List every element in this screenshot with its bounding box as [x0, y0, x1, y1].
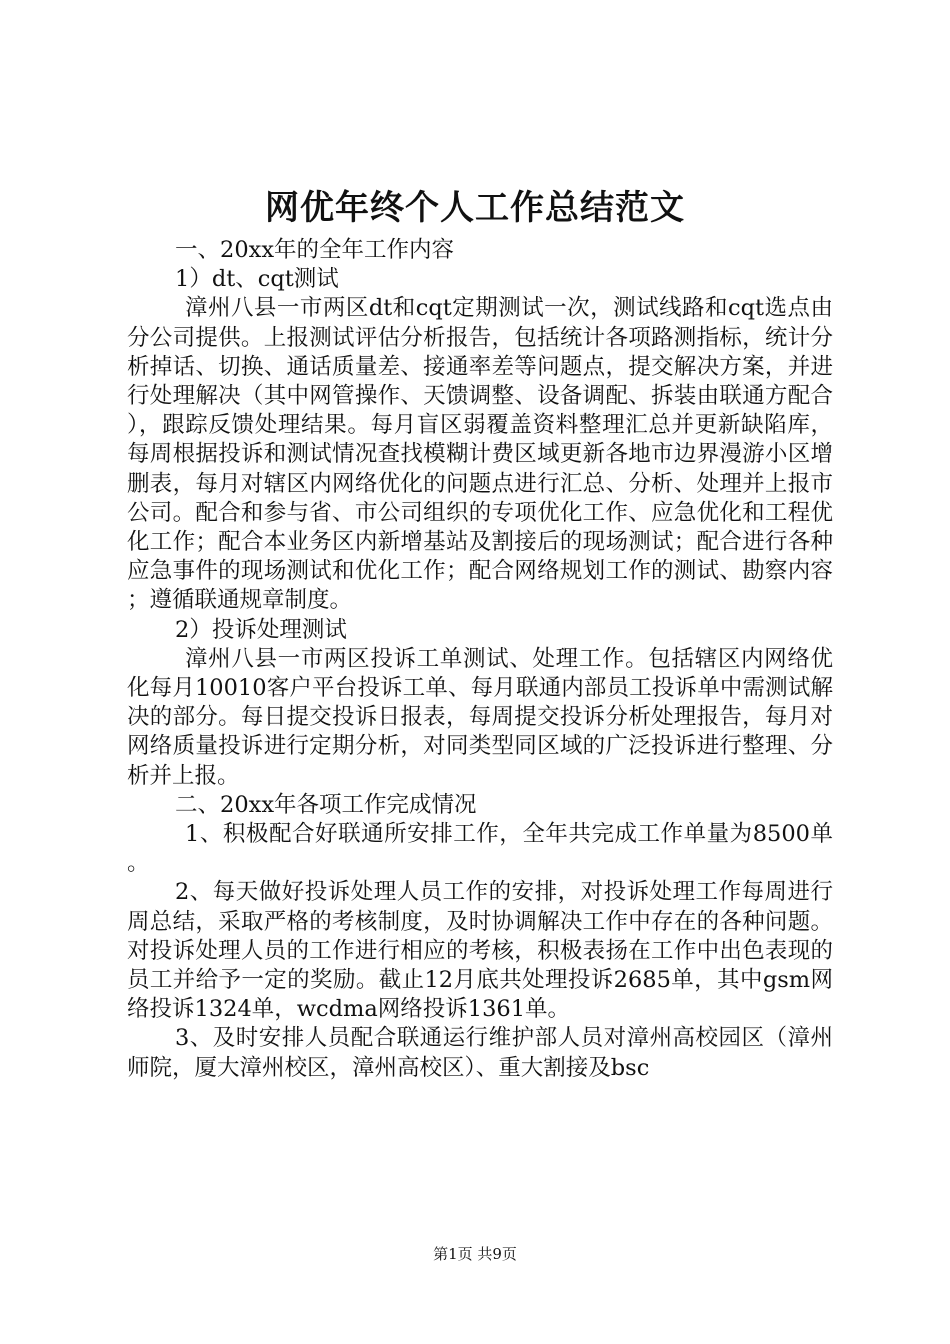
paragraph-item-1: 1、积极配合好联通所安排工作，全年共完成工作单量为8500单。 — [127, 821, 833, 877]
document-body — [127, 236, 833, 1083]
paragraph-complaint-testing: 漳州八县一市两区投诉工单测试、处理工作。包括辖区内网络优化每月10010客户平台投诉工单、每月联通内部员工投诉单中需测试解决的部分。每日提交投诉日报表，每周提交投诉分析处理报告，每月对网络质量投诉进行定期分析，对同类型同区域的广泛投诉进行整理、分析并上报。 — [127, 645, 833, 789]
paragraph-item-2: 2、每天做好投诉处理人员工作的安排，对投诉处理工作每周进行周总结，采取严格的考核制度，及时协调解决工作中存在的各种问题。对投诉处理人员的工作进行相应的考核，积极表扬在工作中出色表现的员工并给予一定的奖励。截止12月底共处理投诉2685单，其中gsm网络投诉1324单，wcdma网络投诉1361单。 — [127, 879, 833, 1023]
subsection-heading-dt-cqt: 1）dt、cqt测试 — [175, 266, 339, 293]
paragraph-item-3: 3、及时安排人员配合联通运行维护部人员对漳州高校园区（漳州师院，厦大漳州校区，漳州高校区）、重大割接及bsc — [127, 1025, 833, 1081]
paragraph-dt-cqt-testing: 漳州八县一市两区dt和cqt定期测试一次，测试线路和cqt选点由分公司提供。上报测试评估分析报告，包括统计各项路测指标，统计分析掉话、切换、通话质量差、接通率差等问题点，提交解决方案，并进行处理解决（其中网管操作、天馈调整、设备调配、拆装由联通方配合），跟踪反馈处理结果。每月盲区弱覆盖资料整理汇总并更新缺陷库，每周根据投诉和测试情况查找模糊计费区域更新各地市边界漫游小区增删表，每月对辖区内网络优化的问题点进行汇总、分析、处理并上报市公司。配合和参与省、市公司组织的专项优化工作、应急优化和工程优化工作；配合本业务区内新增基站及割接后的现场测试；配合进行各种应急事件的现场测试和优化工作；配合网络规划工作的测试、勘察内容；遵循联通规章制度。 — [127, 295, 833, 614]
document-title: 网优年终个人工作总结范文 — [265, 188, 685, 228]
section-heading-1: 一、20xx年的全年工作内容 — [175, 237, 455, 263]
page-footer: 第1页 共9页 — [433, 1245, 517, 1263]
subsection-heading-complaint: 2）投诉处理测试 — [175, 616, 347, 643]
section-heading-2: 二、20xx年各项工作完成情况 — [175, 791, 477, 818]
